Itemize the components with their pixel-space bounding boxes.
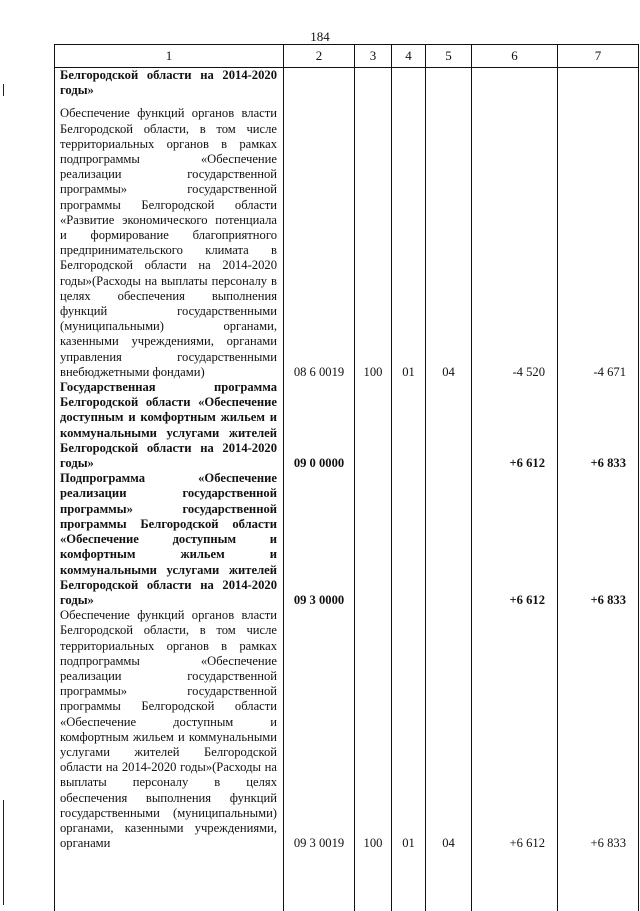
table-row [55,106,639,380]
row-code: 08 6 0019 [284,106,355,380]
row-section: 01 [392,106,426,380]
row-name: Государственная программа Белгородской области «Обеспечение доступным и комфортным жильем и коммунальными услугами жителей Белгородской области на 2014-2020 годы» [55,380,284,471]
row-amount-2016: +6 833 [558,608,639,851]
col-header-5: 5 [426,45,472,68]
row-code: 09 3 0000 [284,471,355,608]
col-header-1: 1 [55,45,284,68]
col-header-3: 3 [355,45,392,68]
row-amount-2015: +6 612 [472,608,558,851]
row-code: 09 0 0000 [284,380,355,471]
row-subsection [426,380,472,471]
row-amount-2016: +6 833 [558,380,639,471]
table-row [55,380,639,471]
row-subsection: 04 [426,608,472,851]
row-name: Белгородской области на 2014-2020 годы» [55,68,284,107]
row-name: Подпрограмма «Обеспечение реализации государственной программы» государственной программы Белгородской области «Обеспечение доступным и комфортным жильем и коммунальными услугами жителей Белгородской области на 2014-2020 годы» [55,471,284,608]
row-subsection [426,471,472,608]
row-expense-type: 100 [355,608,392,851]
col-header-4: 4 [392,45,426,68]
row-code: 09 3 0019 [284,608,355,851]
row-amount-2015: +6 612 [472,471,558,608]
scan-margin-mark [3,800,4,905]
row-section [392,380,426,471]
row-subsection [426,68,472,107]
row-expense-type: 100 [355,106,392,380]
row-amount-2015 [472,68,558,107]
row-expense-type [355,380,392,471]
budget-table [54,44,639,911]
row-expense-type [355,471,392,608]
page-number: 184 [310,29,330,44]
column-number-header [55,45,639,68]
row-amount-2015: -4 520 [472,106,558,380]
table-row [55,68,639,107]
row-name: Обеспечение функций органов власти Белгородской области, в том числе территориальных органов в рамках подпрограммы «Обеспечение реализации государственной программы» государственной программы Белгородской области «Обеспечение доступным и комфортным жильем и коммунальными услугами жителей Белгородской области на 2014-2020 годы»(Расходы на выплаты персоналу в целях обеспечения выполнения функций государственными (муниципальными) органами, казенными учреждениями, органами [55,608,284,851]
row-section [392,471,426,608]
scan-margin-mark [3,84,4,96]
table-row [55,608,639,851]
row-amount-2016: +6 833 [558,471,639,608]
row-amount-2016: -4 671 [558,106,639,380]
row-code [284,68,355,107]
row-section [392,68,426,107]
table-row [55,471,639,608]
table-continuation [55,851,639,911]
col-header-7: 7 [558,45,639,68]
row-name: Обеспечение функций органов власти Белгородской области, в том числе территориальных органов в рамках подпрограммы «Обеспечение реализации государственной программы» государственной программы Белгородской области «Развитие экономического потенциала и формирование благоприятного предпринимательского климата в Белгородской области на 2014-2020 годы»(Расходы на выплаты персоналу в целях обеспечения выполнения функций государственными (муниципальными) органами, казенными учреждениями, органами управления государственными внебюджетными фондами) [55,106,284,380]
col-header-6: 6 [472,45,558,68]
row-section: 01 [392,608,426,851]
row-subsection: 04 [426,106,472,380]
col-header-2: 2 [284,45,355,68]
row-expense-type [355,68,392,107]
row-amount-2016 [558,68,639,107]
row-amount-2015: +6 612 [472,380,558,471]
